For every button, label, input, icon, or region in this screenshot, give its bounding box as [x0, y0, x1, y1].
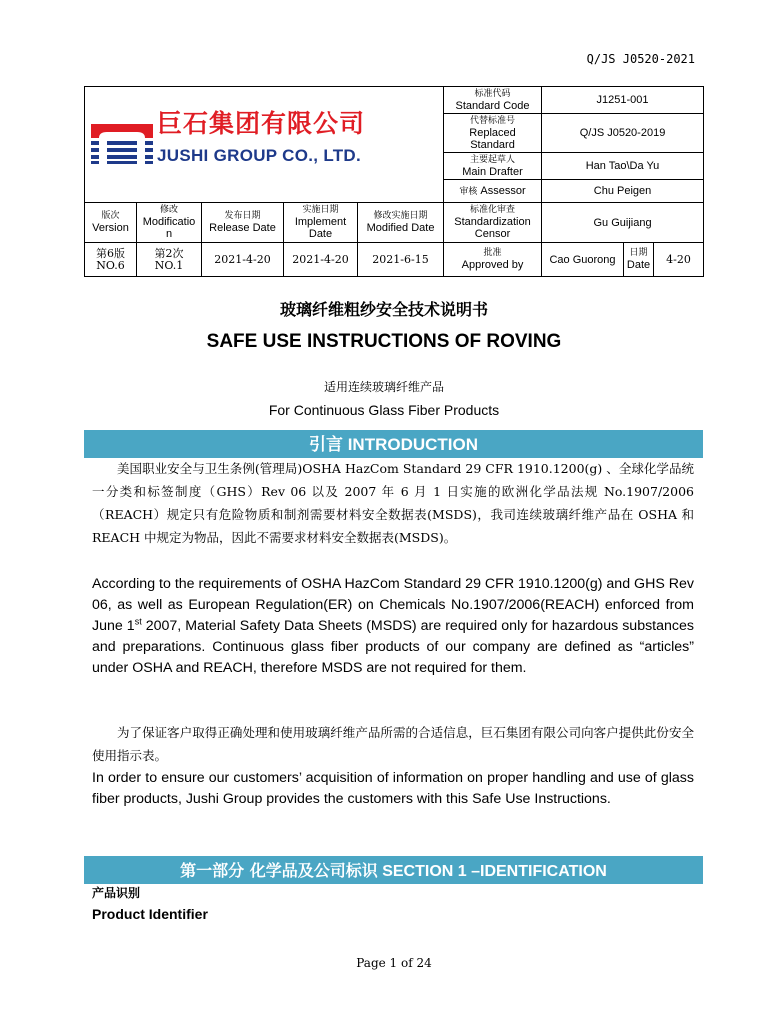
replaced-standard-label: 代替标准号 Replaced Standard — [444, 114, 542, 153]
version-header: 版次 Version — [85, 203, 137, 243]
intro-paragraph-2-en: In order to ensure our customers’ acquisition of information on proper handling and use of glass fiber products, Jushi Group provides the customers with this Safe Use Instructions. — [92, 770, 694, 807]
introduction-cn: 引言 — [308, 435, 343, 455]
approved-value: Cao Guorong — [542, 243, 624, 277]
product-identifier-cn: 产品识别 — [92, 886, 141, 900]
release-date-header: 发布日期 Release Date — [202, 203, 284, 243]
document-header-table — [84, 86, 704, 277]
modification-value: 第2次 NO.1 — [137, 243, 202, 277]
date-label: 日期 Date — [624, 243, 654, 277]
jushi-logo-icon — [91, 124, 153, 164]
modified-date-header: 修改实施日期 Modified Date — [358, 203, 444, 243]
section-1-header — [84, 856, 703, 884]
main-drafter-label: 主要起草人 Main Drafter — [444, 153, 542, 180]
subtitle-english: For Continuous Glass Fiber Products — [268, 402, 500, 418]
section-1-en: SECTION 1 –IDENTIFICATION — [382, 863, 607, 880]
standard-code-label: 标准代码 Standard Code — [444, 87, 542, 114]
censor-label: 标准化审查 Standardization Censor — [444, 203, 542, 243]
subtitle-chinese: 适用连续玻璃纤维产品 — [323, 380, 444, 394]
logo-english-name: JUSHI GROUP CO., LTD. — [157, 145, 362, 165]
standard-code-value: J1251-001 — [542, 87, 704, 114]
section-1-cn: 第一部分 化学品及公司标识 — [180, 861, 378, 880]
title-chinese: 玻璃纤维粗纱安全技术说明书 — [279, 300, 488, 319]
intro-paragraph-1-cn: 美国职业安全与卫生条例(管理局)OSHA HazCom Standard 29 CFR 1910.1200(g) 、全球化学品统一分类和标签制度（GHS）Rev 06 以及 2007 年 6 月 1 日实施的欧洲化学品法规 No.1907/2006（REACH）规定只有危险物质和制剂需要材料安全数据表(MSDS)，我司连续玻璃纤维产品在 OSHA 和 REACH 中规定为物品，因此不需要求材料安全数据表(MSDS)。 — [92, 461, 694, 545]
assessor-label: 审核 Assessor — [444, 180, 542, 203]
implement-date-value: 2021-4-20 — [284, 243, 358, 277]
release-date-value: 2021-4-20 — [202, 243, 284, 277]
version-value: 第6版 NO.6 — [85, 243, 137, 277]
modification-header: 修改 Modificatio n — [137, 203, 202, 243]
approved-label: 批准 Approved by — [444, 243, 542, 277]
introduction-section-header — [84, 430, 703, 458]
censor-value: Gu Guijiang — [542, 203, 704, 243]
introduction-en: INTRODUCTION — [347, 435, 479, 454]
logo-chinese-name: 巨石集团有限公司 — [157, 108, 366, 138]
logo-cell — [85, 87, 444, 203]
title-english: SAFE USE INSTRUCTIONS OF ROVING — [206, 331, 562, 352]
document-number: Q/JS J0520-2021 — [586, 52, 695, 66]
date-value: 4-20 — [654, 243, 704, 277]
intro-paragraph-2-cn: 为了保证客户取得正确处理和使用玻璃纤维产品所需的合适信息，巨石集团有限公司向客户提供此份安全使用指示表。 — [92, 725, 694, 763]
assessor-value: Chu Peigen — [542, 180, 704, 203]
product-identifier-en: Product Identifier — [92, 906, 208, 922]
main-drafter-value: Han Tao\Da Yu — [542, 153, 704, 180]
implement-date-header: 实施日期 Implement Date — [284, 203, 358, 243]
page-number: Page 1 of 24 — [356, 956, 432, 970]
intro-paragraph-1-en: According to the requirements of OSHA HazCom Standard 29 CFR 1910.1200(g) and GHS Rev 06, as well as European Regulation(ER) on Chemicals No.1907/2006(REACH) enforced from June 1st 2007, Material Safety Data Sheets (MSDS) are required only for hazardous substances and preparations. Continuous glass fiber products of our company are defined as “articles” under OSHA and REACH, therefore MSDS are not required for them. — [92, 576, 694, 676]
replaced-standard-value: Q/JS J0520-2019 — [542, 114, 704, 153]
modified-date-value: 2021-6-15 — [358, 243, 444, 277]
